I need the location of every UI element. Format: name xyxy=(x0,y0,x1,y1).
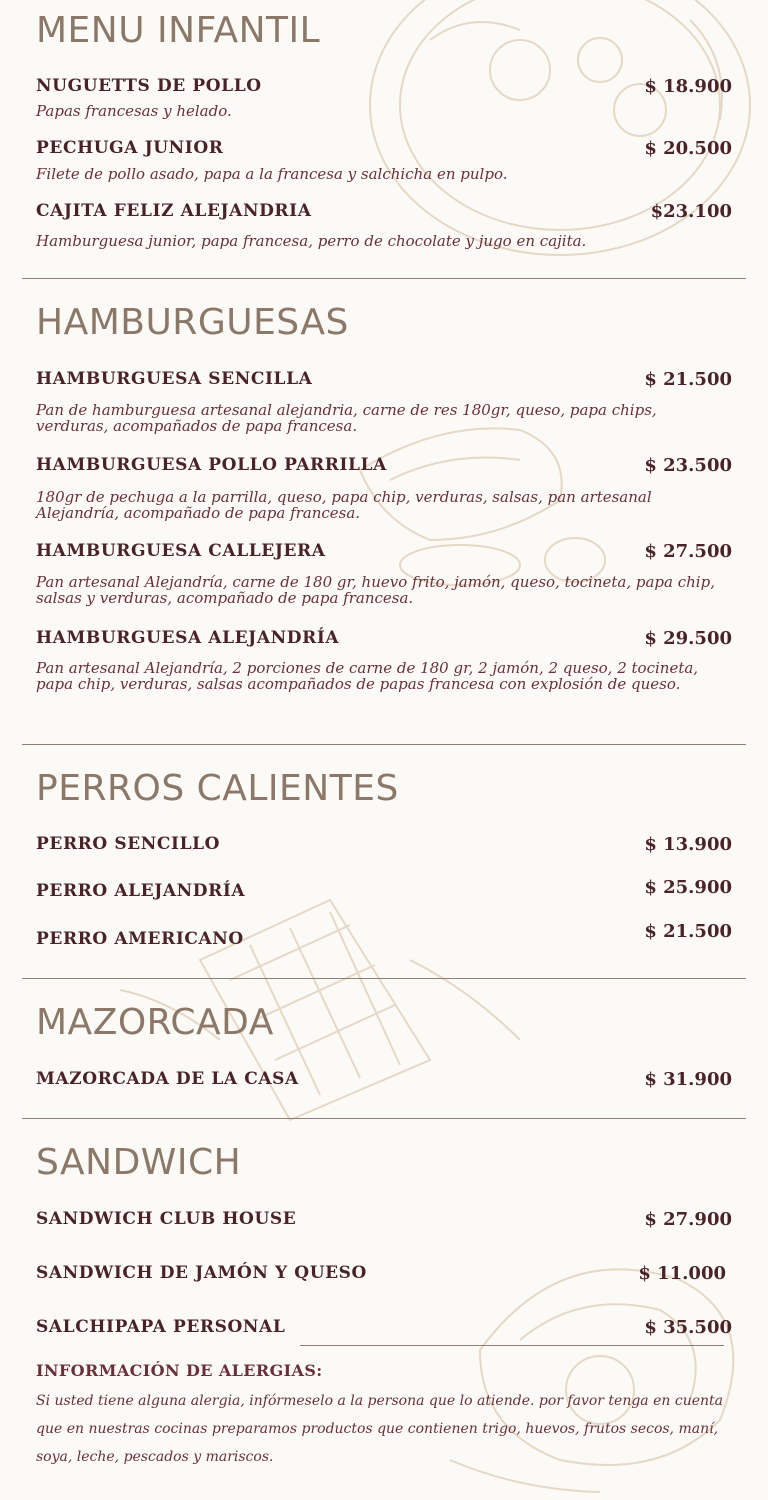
item-name: HAMBURGUESA POLLO PARRILLA xyxy=(36,455,387,475)
item-price: $ 11.000 xyxy=(638,1263,726,1284)
item-price: $ 29.500 xyxy=(644,628,732,649)
item-name: SALCHIPAPA PERSONAL xyxy=(36,1317,286,1337)
section-title-mazorcada: MAZORCADA xyxy=(36,1002,274,1043)
item-name: NUGUETTS DE POLLO xyxy=(36,76,262,96)
item-description: Filete de pollo asado, papa a la francesa y salchicha en pulpo. xyxy=(36,165,508,183)
item-description: Pan de hamburguesa artesanal alejandria, carne de res 180gr, queso, papa chips, verduras, acompañados de papa francesa. xyxy=(36,401,657,435)
item-description: Hamburguesa junior, papa francesa, perro de chocolate y jugo en cajita. xyxy=(36,232,587,250)
item-price: $ 25.900 xyxy=(644,877,732,898)
section-title-perros-calientes: PERROS CALIENTES xyxy=(36,768,399,809)
item-price: $ 13.900 xyxy=(644,834,732,855)
item-price: $ 18.900 xyxy=(644,76,732,97)
section-divider xyxy=(22,278,746,279)
item-description: Pan artesanal Alejandría, carne de 180 gr, huevo frito, jamón, queso, tocineta, papa chip, salsas y verduras, acompañado de papa francesa. xyxy=(36,573,715,607)
item-price: $ 21.500 xyxy=(644,921,732,942)
item-description: Papas francesas y helado. xyxy=(36,102,232,120)
item-price: $23.100 xyxy=(650,201,732,222)
section-divider xyxy=(22,1118,746,1119)
item-name: CAJITA FELIZ ALEJANDRIA xyxy=(36,201,312,221)
item-name: SANDWICH CLUB HOUSE xyxy=(36,1209,297,1229)
section-title-hamburguesas: HAMBURGUESAS xyxy=(36,302,349,343)
item-name: HAMBURGUESA CALLEJERA xyxy=(36,541,326,561)
section-divider xyxy=(22,978,746,979)
item-name: PERRO ALEJANDRÍA xyxy=(36,881,246,901)
item-price: $ 23.500 xyxy=(644,455,732,476)
item-price: $ 20.500 xyxy=(644,138,732,159)
item-description: 180gr de pechuga a la parrilla, queso, papa chip, verduras, salsas, pan artesanal Alejandría, acompañado de papa francesa. xyxy=(36,488,652,522)
item-price: $ 27.500 xyxy=(644,541,732,562)
section-divider xyxy=(22,744,746,745)
item-name: PERRO AMERICANO xyxy=(36,929,244,949)
item-price: $ 21.500 xyxy=(644,369,732,390)
section-title-sandwich: SANDWICH xyxy=(36,1142,242,1183)
item-name: HAMBURGUESA ALEJANDRÍA xyxy=(36,628,340,648)
item-name: HAMBURGUESA SENCILLA xyxy=(36,369,313,389)
item-description: Pan artesanal Alejandría, 2 porciones de carne de 180 gr, 2 jamón, 2 queso, 2 tocineta, papa chip, verduras, salsas acompañados de papas francesa con explosión de queso. xyxy=(36,659,699,693)
item-name: MAZORCADA DE LA CASA xyxy=(36,1069,299,1089)
section-title-menu-infantil: MENU INFANTIL xyxy=(36,10,321,51)
allergy-text: Si usted tiene alguna alergia, infórmeselo a la persona que lo atiende. por favor tenga en cuenta que en nuestras cocinas preparamos productos que contienen trigo, huevos, frutos secos, maní, soya, leche, pescados y mariscos. xyxy=(36,1393,723,1465)
item-name: PERRO SENCILLO xyxy=(36,834,221,854)
item-name: SANDWICH DE JAMÓN Y QUESO xyxy=(36,1263,367,1283)
item-price: $ 31.900 xyxy=(644,1069,732,1090)
allergy-title: INFORMACIÓN DE ALERGIAS: xyxy=(36,1361,323,1380)
item-name: PECHUGA JUNIOR xyxy=(36,138,224,158)
item-price: $ 27.900 xyxy=(644,1209,732,1230)
item-price: $ 35.500 xyxy=(644,1317,732,1338)
allergy-divider xyxy=(300,1345,724,1346)
